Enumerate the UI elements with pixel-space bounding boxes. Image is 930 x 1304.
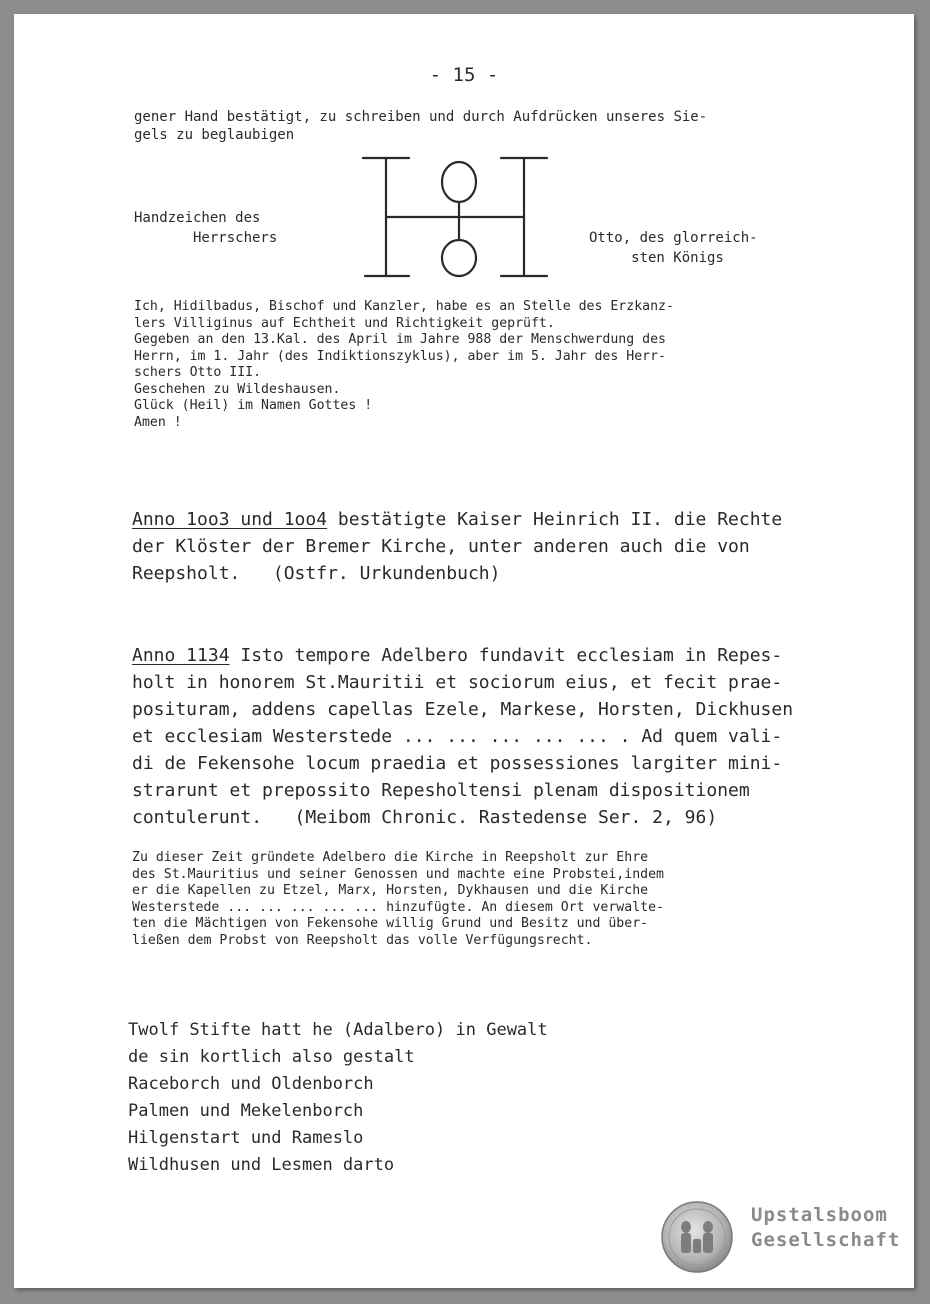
seal-right-label <box>589 228 758 268</box>
verse-line: Raceborch und Oldenborch <box>128 1074 374 1094</box>
text-line: di de Fekensohe locum praedia et possessiones largiter mini- <box>132 753 783 774</box>
text-line: Herrschers <box>134 230 278 246</box>
text-line: Gegeben an den 13.Kal. des April im Jahre 988 der Menschwerdung des <box>134 332 666 347</box>
verse-line: Palmen und Mekelenborch <box>128 1101 364 1121</box>
text-line: ließen dem Probst von Reepsholt das volle Verfügungsrecht. <box>132 932 593 948</box>
text-line: holt in honorem St.Mauritii et sociorum eius, et fecit prae- <box>132 672 783 693</box>
translation-text <box>132 850 664 949</box>
text-line: Handzeichen des <box>134 210 261 226</box>
seal-icon <box>659 1199 739 1275</box>
logo-text <box>751 1203 900 1253</box>
society-logo <box>659 1199 909 1275</box>
text-line: sten Königs <box>589 250 724 266</box>
testimony-text <box>134 299 674 431</box>
logo-line-1: Upstalsboom <box>751 1204 888 1226</box>
text-line: Reepsholt. (Ostfr. Urkundenbuch) <box>132 563 501 584</box>
document-page <box>14 14 914 1288</box>
text-line: Zu dieser Zeit gründete Adelbero die Kirche in Reepsholt zur Ehre <box>132 850 649 865</box>
anno-1134-section <box>132 642 793 831</box>
text-line: ten die Mächtigen von Fekensohe willig Grund und Besitz und über- <box>132 916 649 931</box>
text-line: des St.Mauritius und seiner Genossen und machte eine Probstei,indem <box>132 866 664 882</box>
anno-1134-heading: Anno 1134 <box>132 645 230 666</box>
text-line: strarunt et prepossito Repesholtensi plenam dispositionem <box>132 780 750 801</box>
text-line: Herrn, im 1. Jahr (des Indiktionszyklus), aber im 5. Jahr des Herr- <box>134 348 666 364</box>
text-line: gener Hand bestätigt, zu schreiben und durch Aufdrücken unseres Sie- <box>134 109 708 125</box>
page-number: - 15 - <box>429 64 499 86</box>
text-line: Westerstede ... ... ... ... ... hinzufügte. An diesem Ort verwalte- <box>132 899 664 915</box>
text-line: Geschehen zu Wildeshausen. <box>134 381 341 397</box>
logo-line-2: Gesellschaft <box>751 1229 901 1251</box>
text-line: posituram, addens capellas Ezele, Markese, Horsten, Dickhusen <box>132 699 794 720</box>
anno-1003-section <box>132 506 782 587</box>
intro-text <box>134 108 707 144</box>
text-line: schers Otto III. <box>134 365 262 380</box>
text-line: Amen ! <box>134 414 182 430</box>
text-line: bestätigte Kaiser Heinrich II. die Rechte <box>327 509 783 530</box>
text-line: gels zu beglaubigen <box>134 127 295 143</box>
verse-line: de sin kortlich also gestalt <box>128 1047 415 1067</box>
verse-line: Twolf Stifte hatt he (Adalbero) in Gewalt <box>128 1020 548 1040</box>
text-line: Otto, des glorreich- <box>589 230 758 246</box>
text-line: er die Kapellen zu Etzel, Marx, Horsten, Dykhausen und die Kirche <box>132 883 649 898</box>
seal-left-label <box>134 208 277 248</box>
verse-text <box>128 1017 548 1179</box>
verse-line: Wildhusen und Lesmen darto <box>128 1155 395 1175</box>
text-line: contulerunt. (Meibom Chronic. Rastedense Ser. 2, 96) <box>132 807 718 828</box>
text-line: Glück (Heil) im Namen Gottes ! <box>134 398 373 413</box>
text-line: et ecclesiam Westerstede ... ... ... ... ... . Ad quem vali- <box>132 726 783 747</box>
monogram-drawing <box>359 152 559 282</box>
anno-1003-heading: Anno 1oo3 und 1oo4 <box>132 509 328 530</box>
text-line: Ich, Hidilbadus, Bischof und Kanzler, habe es an Stelle des Erzkanz- <box>134 299 674 314</box>
text-line: der Klöster der Bremer Kirche, unter anderen auch die von <box>132 536 750 557</box>
verse-line: Hilgenstart und Rameslo <box>128 1128 364 1148</box>
text-line: Isto tempore Adelbero fundavit ecclesiam in Repes- <box>229 645 783 666</box>
text-line: lers Villiginus auf Echtheit und Richtigkeit geprüft. <box>134 315 555 331</box>
